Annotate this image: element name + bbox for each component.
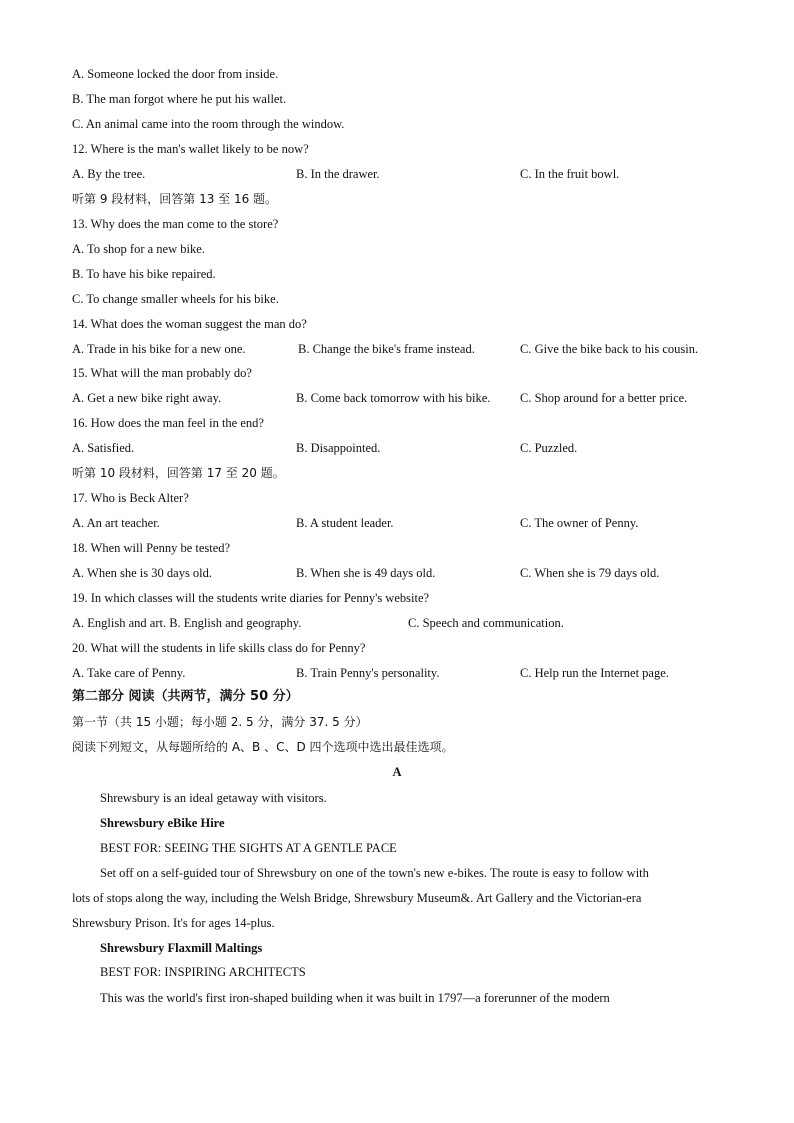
q13-stem: 13. Why does the man come to the store? xyxy=(72,217,279,231)
q16-options xyxy=(72,440,752,456)
q15-option-c: C. Shop around for a better price. xyxy=(520,391,688,405)
q15-option-b: B. Come back tomorrow with his bike. xyxy=(296,391,491,405)
q17-options xyxy=(72,515,752,531)
q12-stem: 12. Where is the man's wallet likely to be now? xyxy=(72,142,309,156)
q15-options xyxy=(72,390,752,406)
part-2-title: 第二部分 阅读（共两节，满分 50 分） xyxy=(72,689,299,704)
reading-instruction: 阅读下列短文，从每题所给的 A、B 、C、D 四个选项中选出最佳选项。 xyxy=(72,740,454,754)
q16-option-a: A. Satisfied. xyxy=(72,441,135,455)
item-1-title: Shrewsbury eBike Hire xyxy=(100,816,225,830)
q12-option-b: B. In the drawer. xyxy=(296,167,380,181)
q18-options xyxy=(72,565,752,581)
q14-stem: 14. What does the woman suggest the man do? xyxy=(72,317,307,331)
q18-option-b: B. When she is 49 days old. xyxy=(296,566,436,580)
q12-option-c: C. In the fruit bowl. xyxy=(520,167,620,181)
q17-option-c: C. The owner of Penny. xyxy=(520,516,639,530)
q11-option-c: C. An animal came into the room through the window. xyxy=(72,117,345,131)
q16-option-c: C. Puzzled. xyxy=(520,441,578,455)
item-1-text-line-3: Shrewsbury Prison. It's for ages 14-plus. xyxy=(72,916,275,930)
item-1-text-line-1: Set off on a self-guided tour of Shrewsbury on one of the town's new e-bikes. The route is easy to follow with xyxy=(100,866,649,880)
q14-options xyxy=(72,341,752,357)
q13-option-b: B. To have his bike repaired. xyxy=(72,267,216,281)
q14-option-b: B. Change the bike's frame instead. xyxy=(298,342,475,356)
q18-stem: 18. When will Penny be tested? xyxy=(72,541,231,555)
item-1-text-line-2: lots of stops along the way, including the Welsh Bridge, Shrewsbury Museum&. Art Gallery and the Victorian-era xyxy=(72,891,642,905)
q15-option-a: A. Get a new bike right away. xyxy=(72,391,222,405)
q19-stem: 19. In which classes will the students write diaries for Penny's website? xyxy=(72,591,430,605)
q20-stem: 20. What will the students in life skills class do for Penny? xyxy=(72,641,366,655)
item-2-title: Shrewsbury Flaxmill Maltings xyxy=(100,941,263,955)
q11-option-b: B. The man forgot where he put his wallet. xyxy=(72,92,287,106)
q18-option-a: A. When she is 30 days old. xyxy=(72,566,213,580)
q18-option-c: C. When she is 79 days old. xyxy=(520,566,660,580)
section-1-header: 第一节（共 15 小题；每小题 2. 5 分，满分 37. 5 分） xyxy=(72,715,368,729)
q14-option-a: A. Trade in his bike for a new one. xyxy=(72,342,246,356)
item-1-best-for: BEST FOR: SEEING THE SIGHTS AT A GENTLE PACE xyxy=(100,841,397,855)
q20-option-b: B. Train Penny's personality. xyxy=(296,666,440,680)
section-9-instruction: 听第 9 段材料，回答第 13 至 16 题。 xyxy=(72,192,278,206)
q14-option-c: C. Give the bike back to his cousin. xyxy=(520,342,699,356)
q17-stem: 17. Who is Beck Alter? xyxy=(72,491,189,505)
passage-intro: Shrewsbury is an ideal getaway with visitors. xyxy=(100,791,327,805)
q19-options xyxy=(72,615,752,631)
q20-option-c: C. Help run the Internet page. xyxy=(520,666,669,680)
q13-option-a: A. To shop for a new bike. xyxy=(72,242,205,256)
q15-stem: 15. What will the man probably do? xyxy=(72,366,252,380)
q12-option-a: A. By the tree. xyxy=(72,167,146,181)
q16-option-b: B. Disappointed. xyxy=(296,441,381,455)
passage-letter: A xyxy=(392,765,402,779)
q19-option-ab: A. English and art. B. English and geography. xyxy=(72,616,302,630)
q17-option-a: A. An art teacher. xyxy=(72,516,160,530)
q11-option-a: A. Someone locked the door from inside. xyxy=(72,67,279,81)
q17-option-b: B. A student leader. xyxy=(296,516,394,530)
q12-options xyxy=(72,166,752,182)
item-2-best-for: BEST FOR: INSPIRING ARCHITECTS xyxy=(100,965,306,979)
section-10-instruction: 听第 10 段材料，回答第 17 至 20 题。 xyxy=(72,466,285,480)
q16-stem: 16. How does the man feel in the end? xyxy=(72,416,264,430)
q20-option-a: A. Take care of Penny. xyxy=(72,666,186,680)
item-2-text-line-1: This was the world's first iron-shaped building when it was built in 1797—a forerunner of the modern xyxy=(100,991,610,1005)
q19-option-c: C. Speech and communication. xyxy=(408,616,564,630)
q13-option-c: C. To change smaller wheels for his bike. xyxy=(72,292,279,306)
q20-options xyxy=(72,665,752,681)
